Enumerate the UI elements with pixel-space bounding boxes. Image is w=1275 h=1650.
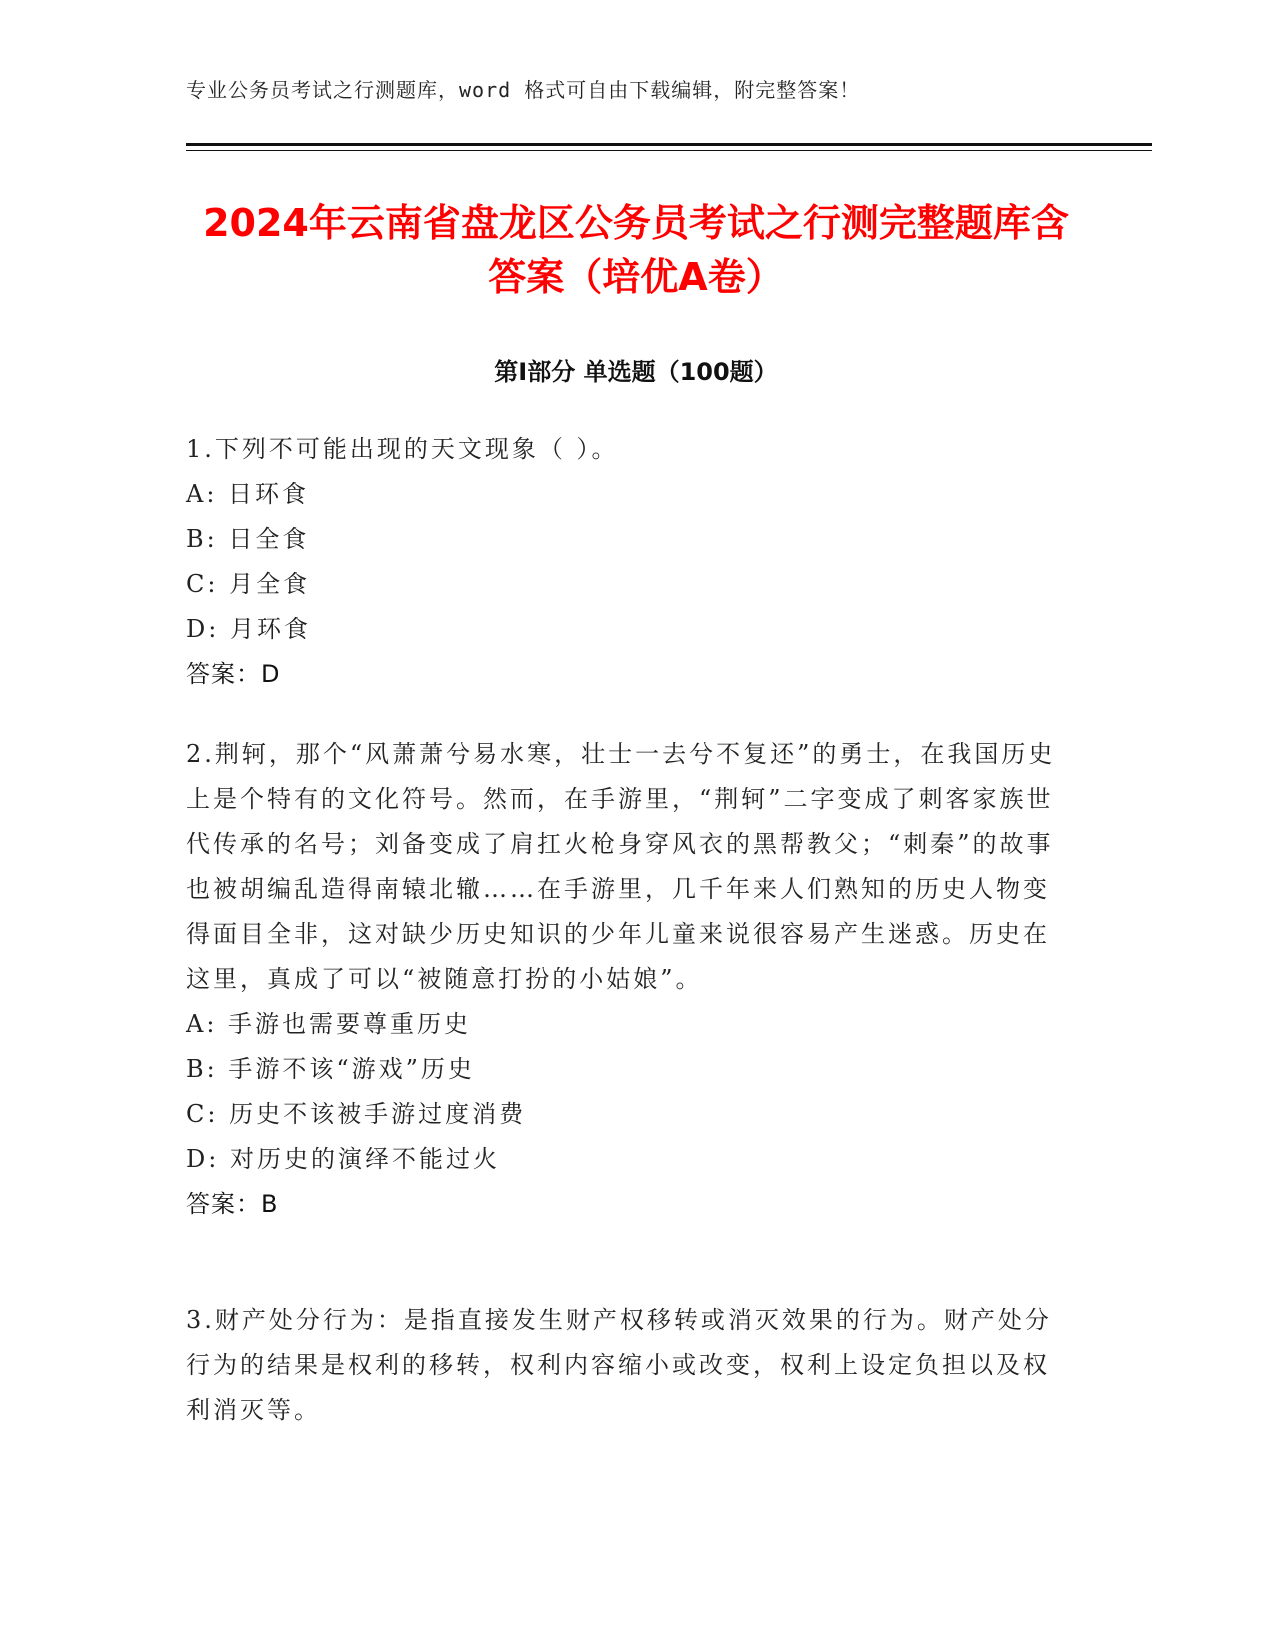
section-heading: 第Ⅰ部分 单选题（100题） xyxy=(494,358,778,386)
option-c: C: 历史不该被手游过度消费 xyxy=(186,1100,527,1128)
header-note: 专业公务员考试之行测题库，word 格式可自由下载编辑，附完整答案！ xyxy=(186,78,861,102)
question-3 xyxy=(186,1298,1056,1433)
option-c: C: 月全食 xyxy=(186,570,311,598)
answer: 答案：B xyxy=(186,1190,279,1218)
header-rule-thick xyxy=(186,143,1152,146)
option-a: A: 手游也需要尊重历史 xyxy=(186,1010,472,1038)
question-stem: 3.财产处分行为：是指直接发生财产权移转或消灭效果的行为。财产处分行为的结果是权利的移转，权利内容缩小或改变，权利上设定负担以及权利消灭等。 xyxy=(186,1306,1052,1424)
question-stem: 1.下列不可能出现的天文现象（ ）。 xyxy=(186,435,619,463)
option-b: B: 手游不该“游戏”历史 xyxy=(186,1055,475,1083)
option-d: D: 月环食 xyxy=(186,615,311,643)
header-rule-thin xyxy=(186,150,1152,151)
document-title: 2024年云南省盘龙区公务员考试之行测完整题库含答案（培优A卷） xyxy=(203,201,1069,299)
option-a: A: 日环食 xyxy=(186,480,310,508)
question-1 xyxy=(186,427,1056,697)
option-b: B: 日全食 xyxy=(186,525,310,553)
question-2 xyxy=(186,732,1056,1227)
answer: 答案：D xyxy=(186,660,281,688)
option-d: D: 对历史的演绎不能过火 xyxy=(186,1145,500,1173)
question-stem: 2.荆轲，那个“风萧萧兮易水寒，壮士一去兮不复还”的勇士，在我国历史上是个特有的文化符号。然而，在手游里，“荆轲”二字变成了刺客家族世代传承的名号；刘备变成了肩扛火枪身穿风衣的黑帮教父；“刺秦”的故事也被胡编乱造得南辕北辙……在手游里，几千年来人们熟知的历史人物变得面目全非，这对缺少历史知识的少年儿童来说很容易产生迷惑。历史在这里，真成了可以“被随意打扮的小姑娘”。 xyxy=(186,740,1056,993)
